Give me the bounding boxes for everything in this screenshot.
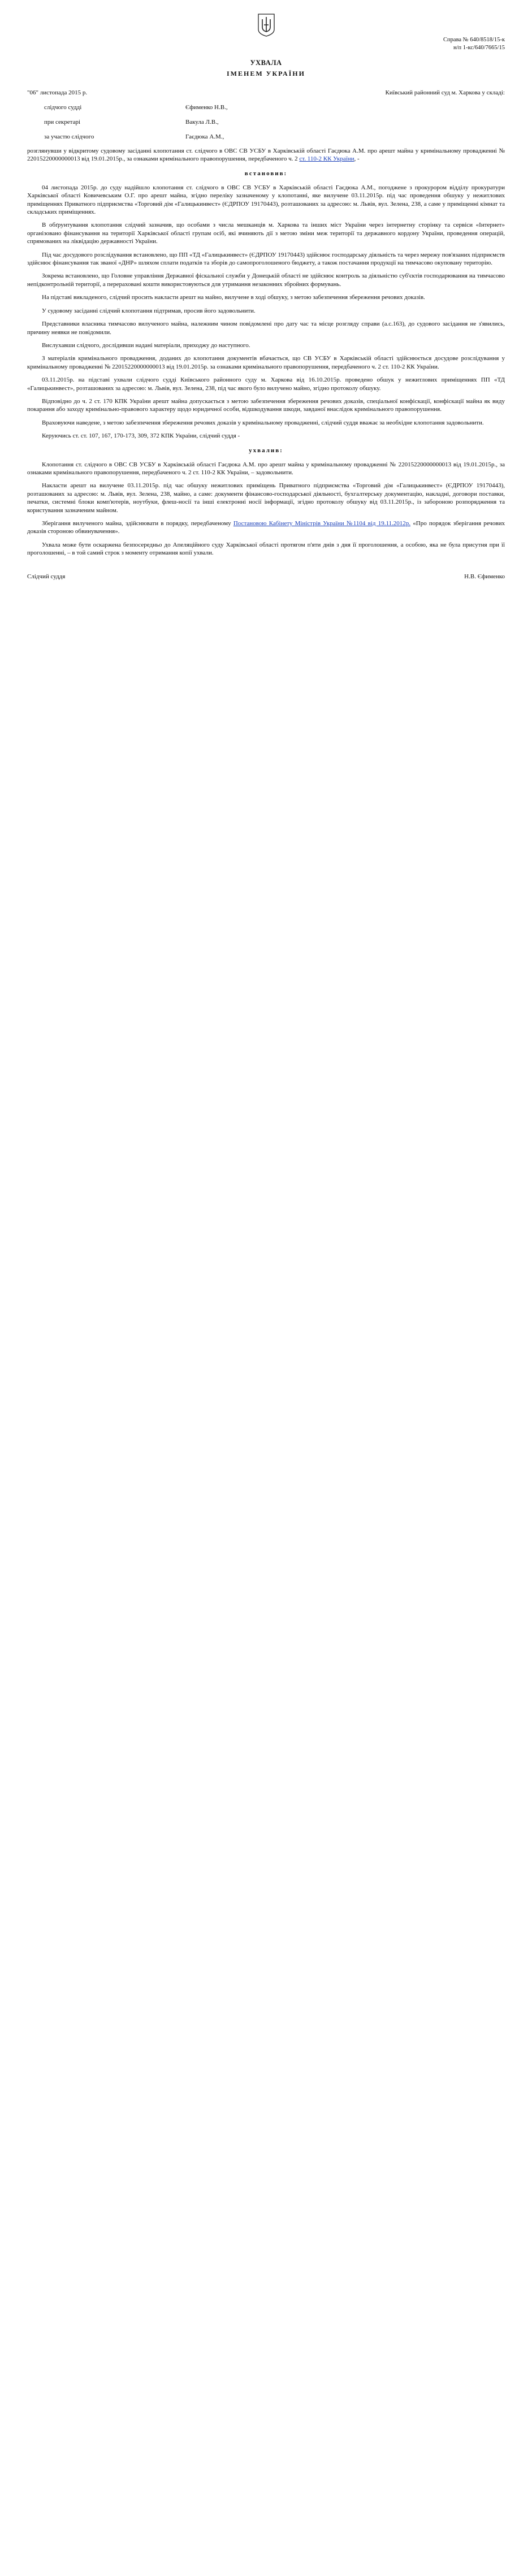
party-value: Єфименко Н.В., bbox=[185, 104, 228, 111]
trident-emblem-icon bbox=[27, 12, 505, 38]
intro-paragraph: розглянувши у відкритому судовому засіданні клопотання ст. слідчого в ОВС СВ УСБУ в Харківській області Гаєдюка А.М. про арешт майна у кримінальному провадженні № 22015220000000013 від 19.01.2015р., за ознаками кримінального правопорушення, передбаченого ч. 2 ст. 110-2 КК України, - bbox=[27, 148, 505, 163]
execution-paragraph: Зберігання вилученого майна, здійснювати в порядку, передбаченому Постановою Кабінету Міністрів України №1104 від 19.11.2012р. «Про порядок зберігання речових доказів стороною обвинувачення». bbox=[27, 520, 505, 535]
law-link[interactable]: ст. 110-2 КК України bbox=[299, 155, 354, 163]
finding-paragraph: Враховуючи наведене, з метою забезпечення збереження речових доказів у кримінальному провадженні, слідчий суддя вважає за необхідне клопотання задовольнити. bbox=[42, 419, 484, 426]
listening-paragraph: Вислухавши слідчого, дослідивши надані матеріали, приходжу до наступного. bbox=[42, 341, 250, 349]
resolution-paragraph: Клопотання ст. слідчого в ОВС СВ УСБУ в Харківській області Гаєдюка А.М. про арешт майна у кримінальному провадженні № 22015220000000013 від 19.01.2015р., за ознаками кримінального правопорушення, передбаченого ч. 2 ст. 110-2 КК України, – задовольнити. bbox=[27, 461, 505, 476]
case-number: Справа № 640/8518/15-к bbox=[443, 37, 505, 43]
document-title: УХВАЛА bbox=[250, 59, 282, 67]
body-paragraph: На підставі викладеного, слідчий просить накласти арешт на майно, вилучене в ході обшуку, з метою забезпечення збереження речових доказів. bbox=[42, 294, 425, 301]
signature-role: Слідчий суддя bbox=[27, 573, 66, 580]
party-judge bbox=[27, 104, 505, 111]
finding-paragraph: Відповідно до ч. 2 ст. 170 КПК України арешт майна допускається з метою забезпечення збереження речових доказів, спеціальної конфіскації, конфіскації майна як виду покарання або заходу кримінально-правового характеру щодо юридичної особи, відшкодування шкоди, завданої внаслідок кримінального правопорушення. bbox=[27, 397, 505, 413]
finding-paragraph: 03.11.2015р. на підставі ухвали слідчого судді Київського районного суду м. Харкова від 16.10.2015р. проведено обшук у нежитлових приміщеннях ПП «ТД «Галицькинвест», розташованих за адресою: м. Львів, вул. Зелена, 238, під час якого було вилучено майно, згідно протоколу обшуку. bbox=[27, 376, 505, 392]
date-line bbox=[27, 89, 505, 96]
party-secretary bbox=[27, 119, 505, 125]
party-value: Гаєдюка А.М., bbox=[185, 133, 224, 140]
guided-paragraph: Керуючись ст. ст. 107, 167, 170-173, 309, 372 КПК України, слідчий суддя - bbox=[42, 432, 240, 440]
body-paragraph: Зокрема встановлено, що Головне управління Державної фіскальної служби у Донецькій області не здійснює контроль за діяльністю суб'єктів господарювання на тимчасово непідконтрольній території, а перераховані кошти використовуються для утримання незаконних збройних формувань. bbox=[27, 272, 505, 288]
proceeding-number: н/п 1-кс/640/7665/15 bbox=[453, 45, 505, 51]
signature-block bbox=[27, 573, 505, 580]
owner-note-paragraph: Представники власника тимчасово вилученого майна, належним чином повідомлені про дату час та місце розгляду справи (а.с.163), до судового засідання не з'явились, причину неявки не повідомили. bbox=[27, 321, 505, 336]
body-paragraph: Під час досудового розслідування встановлено, що ПП «ТД «Галицькинвест» (ЄДРПОУ 19170443) здійснює господарську діяльність та через мережу пов'язаних підприємств здійснює фінансування так званої «ДНР» шляхом сплати податків та зборів до самопроголошеного бюджету, а також постачання продукції на тимчасово окуповану територію. bbox=[27, 251, 505, 267]
case-number-block bbox=[27, 36, 505, 52]
court-name: Київський районний суд м. Харкова у складі: bbox=[385, 89, 505, 96]
body-paragraph: В обґрунтування клопотання слідчий зазначив, що особами з числа мешканців м. Харкова та інших міст України через інтернетну сторінку та сервіси «Інтернет» організовано фінансування на території Харківської області групам осіб, які вчиняють дії з метою зміни меж території та державного кордону України, проведення операцій, спрямованих на ліквідацію державності України. bbox=[27, 222, 505, 245]
document-subtitle: ІМЕНЕМ УКРАЇНИ bbox=[227, 70, 305, 77]
arrest-paragraph: Накласти арешт на вилучене 03.11.2015р. під час обшуку нежитлових приміщень Приватного підприємства «Торговий дім «Галицькинвест» (ЄДРПОУ 19170443), розташованих за адресою: м. Львів, вул. Зелена, 238, майно, а саме: документи фінансово-господарської діяльності, бухгалтерську документацію, накладні, договори поставки, печатки, системні блоки комп'ютерів, ноутбуки, флеш-носії та інші електронні носії інформації, згідно протоколу обшуку від 03.11.2015р., із забороною розпорядження та користування зазначеним майном. bbox=[27, 482, 505, 514]
court-heard-paragraph: У судовому засіданні слідчий клопотання підтримав, просив його задовольнити. bbox=[42, 307, 256, 314]
party-value: Вакула Л.В., bbox=[185, 119, 219, 125]
decision-date: "06" листопада 2015 р. bbox=[27, 89, 88, 96]
appeal-paragraph: Ухвала може бути оскаржена безпосередньо до Апеляційного суду Харківської області протягом п'яти днів з дня її проголошення, а особою, яка не була присутня при її проголошенні, – в той самий строк з моменту отримання копії ухвали. bbox=[27, 541, 505, 557]
document-page bbox=[0, 0, 532, 591]
party-investigator bbox=[27, 133, 505, 140]
party-label: за участю слідчого bbox=[44, 133, 94, 140]
party-label: слідчого судді bbox=[44, 104, 82, 111]
regulation-link[interactable]: Постановою Кабінету Міністрів України №1104 від 19.11.2012р. bbox=[233, 520, 411, 527]
decided-heading: ухвалив: bbox=[249, 447, 283, 454]
established-heading: встановив: bbox=[244, 170, 288, 177]
finding-paragraph: З матеріалів кримінального провадження, доданих до клопотання документів вбачається, що СВ УСБУ в Харківській області здійснюється досудове розслідування у кримінальному провадженні № 22015220000000013 від 19.01.2015р. за ознаками кримінального правопорушення, передбаченого ч. 2 ст. 110-2 КК України. bbox=[27, 355, 505, 370]
party-label: при секретарі bbox=[44, 119, 81, 125]
signature-name: Н.В. Єфименко bbox=[464, 573, 505, 580]
body-paragraph: 04 листопада 2015р. до суду надійшло клопотання ст. слідчого в ОВС СВ УСБУ в Харківській області Гаєдюка А.М., погоджене з прокурором відділу прокуратури Харківської області Ковичевським О.Г. про арешт майна, згідно переліку зазначеному у клопотанні, яке вилучене 03.11.2015р. під час проведення обшуку у нежитлових приміщеннях Приватного підприємства «Торговий дім «Галицькинвест» (ЄДРПОУ 19170443), розташованих за адресою: м. Львів, вул. Зелена, 238, а саме у приміщенні кімнат та складських приміщеннях. bbox=[27, 184, 505, 216]
